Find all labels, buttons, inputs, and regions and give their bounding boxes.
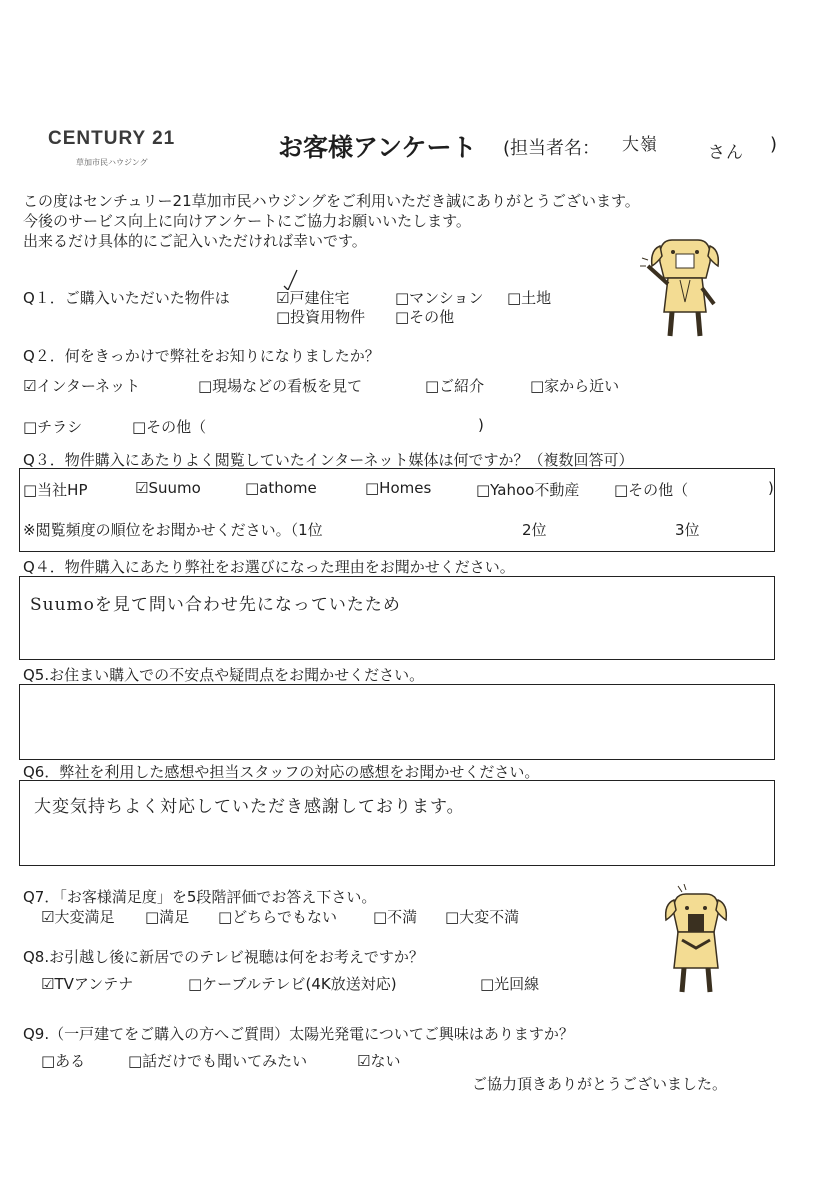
q8-option-cable-tv[interactable]: □ケーブルテレビ(4K放送対応) [188,975,397,993]
mascot-dog-phone-illustration [660,884,732,996]
page-title: お客様アンケート [278,133,477,162]
q2-option-other[interactable]: □その他（ [132,418,207,436]
q7-question: Q7．「お客様満足度」を5段階評価でお答え下さい。 [23,888,377,906]
staff-label: (担当者名： [503,138,601,159]
intro-line: 今後のサービス向上に向けアンケートにご協力お願いいたします。 [23,212,471,230]
q3-option-homes[interactable]: □Homes [365,479,432,497]
q9-question: Q9.（一戸建てをご購入の方へご質問）太陽光発電についてご興味はありますか？ [23,1025,574,1043]
closing-message: ご協力頂きありがとうございました。 [472,1075,728,1093]
q7-option-very-dissatisfied[interactable]: □大変不満 [445,908,520,926]
q1-handwritten-check-icon [282,268,298,290]
intro-line: 出来るだけ具体的にご記入いただければ幸いです。 [23,232,367,250]
q4-handwritten-answer: Suumoを見て問い合わせ先になっていたため [30,595,401,615]
q8-option-tv-antenna[interactable]: ☑TVアンテナ [41,975,134,993]
staff-name-handwritten: 大嶺 [622,135,658,155]
staff-suffix-handwritten: さん [708,143,744,163]
intro-line: この度はセンチュリー21草加市民ハウジングをご利用いただき誠にありがとうございます。 [23,192,640,210]
q3-rank-3: 3位 [675,521,700,539]
q3-rank-2: 2位 [522,521,547,539]
q8-option-fiber[interactable]: □光回線 [480,975,540,993]
q3-rank-note: ※閲覧頻度の順位をお聞かせください。（1位 [23,521,323,539]
q2-option-referral[interactable]: □ご紹介 [425,377,485,395]
q3-option-other[interactable]: □その他（ [614,481,689,499]
q3-option-yahoo[interactable]: □Yahoo不動産 [476,481,580,499]
staff-close-paren: ) [770,134,778,155]
q9-option-no[interactable]: ☑ない [357,1052,401,1070]
q1-option-other[interactable]: □その他 [395,308,455,326]
q3-other-close-paren: ) [768,479,774,497]
q2-option-flyer[interactable]: □チラシ [23,418,83,436]
q6-handwritten-answer: 大変気持ちよく対応していただき感謝しております。 [34,797,465,817]
q2-question: Q２．何をきっかけで弊社をお知りになりましたか？ [23,347,380,365]
q3-question: Q３．物件購入にあたりよく閲覧していたインターネット媒体は何ですか？（複数回答可） [23,451,634,469]
company-logo: CENTURY 21 [48,128,176,149]
q3-option-athome[interactable]: □athome [245,479,317,497]
q9-option-yes[interactable]: □ある [41,1052,86,1070]
q2-other-close-paren: ) [478,416,484,434]
q1-option-condo[interactable]: □マンション [395,289,484,307]
q7-option-neutral[interactable]: □どちらでもない [218,908,338,926]
q7-option-very-satisfied[interactable]: ☑大変満足 [41,908,115,926]
mascot-dog-pointing-illustration [640,232,730,342]
q7-option-satisfied[interactable]: □満足 [145,908,190,926]
q2-option-near-home[interactable]: □家から近い [530,377,620,395]
q5-question: Q5.お住まい購入での不安点や疑問点をお聞かせください。 [23,666,425,684]
q8-question: Q8.お引越し後に新居でのテレビ視聴は何をお考えですか？ [23,948,424,966]
q9-option-want-to-hear[interactable]: □話だけでも聞いてみたい [128,1052,308,1070]
company-logo-subtitle: 草加市民ハウジング [76,158,148,167]
q1-option-detached-house[interactable]: ☑戸建住宅 [276,289,350,307]
q2-option-signboard[interactable]: □現場などの看板を見て [198,377,363,395]
q5-answer-box[interactable] [19,684,775,760]
q4-question: Q４．物件購入にあたり弊社をお選びになった理由をお聞かせください。 [23,558,515,576]
q1-question: Q１．ご購入いただいた物件は [23,289,230,307]
q6-question: Q6．弊社を利用した感想や担当スタッフの対応の感想をお聞かせください。 [23,763,540,781]
q3-option-company-site[interactable]: □当社HP [23,481,88,499]
q4-answer-box[interactable] [19,576,775,660]
q7-option-dissatisfied[interactable]: □不満 [373,908,418,926]
q1-option-investment[interactable]: □投資用物件 [276,308,366,326]
q2-option-internet[interactable]: ☑インターネット [23,377,141,395]
q3-option-suumo[interactable]: ☑Suumo [135,479,201,497]
q1-option-land[interactable]: □土地 [507,289,552,307]
